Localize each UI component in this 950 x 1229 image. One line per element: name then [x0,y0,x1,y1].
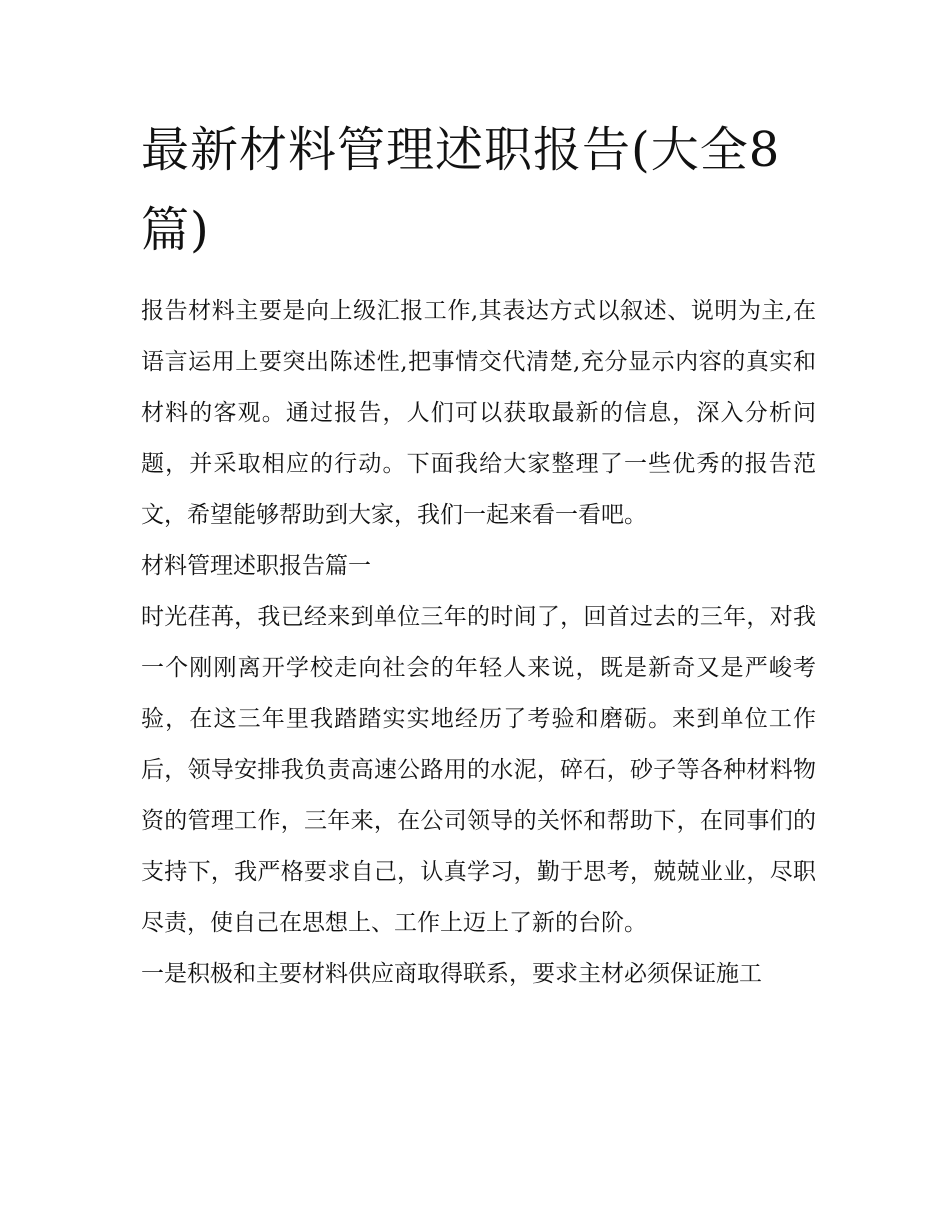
document-title: 最新材料管理述职报告(大全8篇) [141,122,781,258]
intro-paragraph: 报告材料主要是向上级汇报工作,其表达方式以叙述、说明为主,在语言运用上要突出陈述性,把事情交代清楚,充分显示内容的真实和材料的客观。通过报告，人们可以获取最新的信息，深入分析问题，并采取相应的行动。下面我给大家整理了一些优秀的报告范文，希望能够帮助到大家，我们一起来看一看吧。 [141,298,816,528]
section-heading: 材料管理述职报告篇一 [141,553,371,579]
body-paragraph-1: 时光荏苒，我已经来到单位三年的时间了，回首过去的三年，对我一个刚刚离开学校走向社会的年轻人来说，既是新奇又是严峻考验，在这三年里我踏踏实实地经历了考验和磨砺。来到单位工作后，领导安排我负责高速公路用的水泥，碎石，砂子等各种材料物资的管理工作，三年来，在公司领导的关怀和帮助下，在同事们的支持下，我严格要求自己，认真学习，勤于思考，兢兢业业，尽职尽责，使自己在思想上、工作上迈上了新的台阶。 [141,604,816,936]
document-page [141,110,816,1000]
body-paragraph-2: 一是积极和主要材料供应商取得联系，要求主材必须保证施工 [141,961,762,987]
